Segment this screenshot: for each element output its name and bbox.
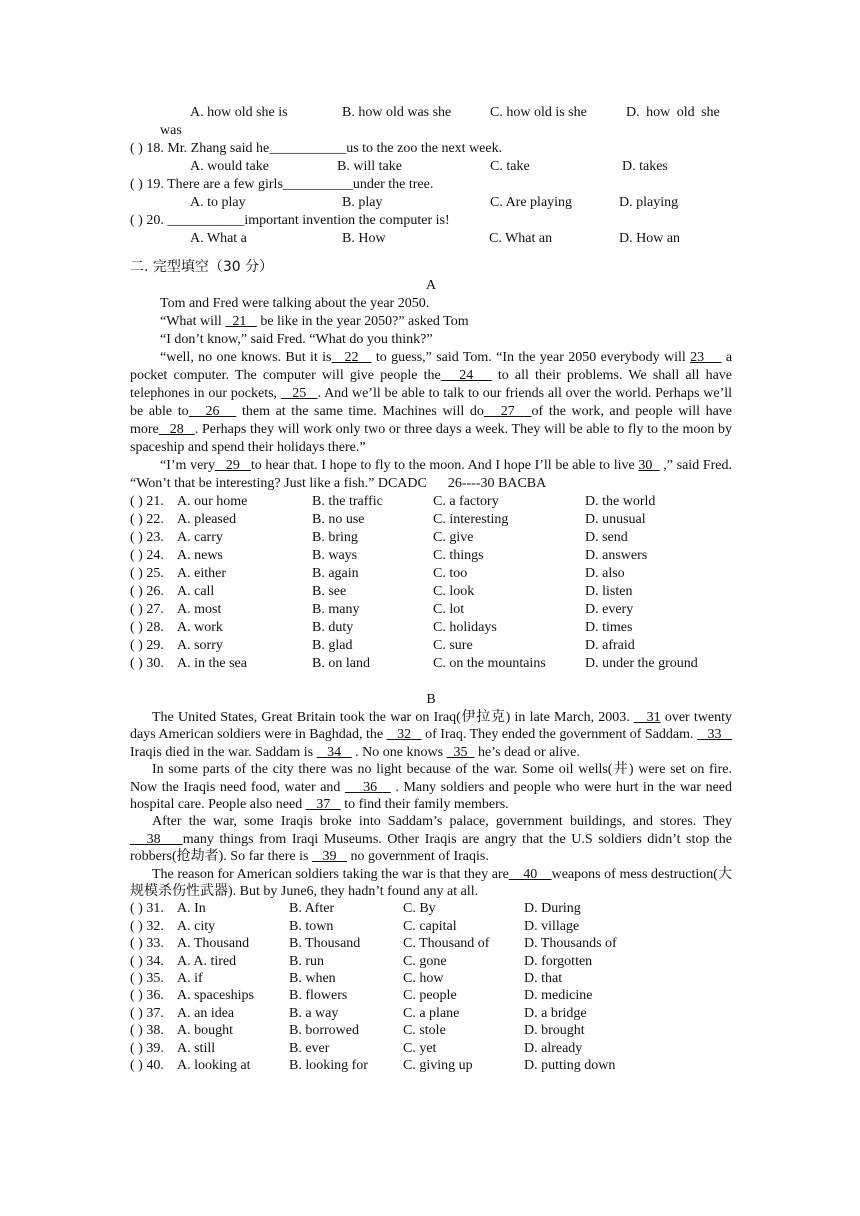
passage-a-heading: A	[425, 278, 437, 293]
question-number: ( ) 36.	[130, 988, 164, 1004]
option-d: D. already	[524, 1040, 583, 1056]
option-a: A. sorry	[177, 638, 223, 653]
option-b: B. looking for	[289, 1057, 368, 1073]
option-d: D. under the ground	[585, 656, 698, 671]
q19-options: A. to play B. play C. Are playing D. playing	[190, 195, 679, 210]
question-number: ( ) 31.	[130, 901, 164, 917]
option-c: C. too	[433, 566, 468, 581]
option-c: C. stole	[403, 1023, 446, 1039]
option-a: A. Thousand	[177, 936, 250, 952]
question-row	[130, 953, 732, 970]
question-number: ( ) 34.	[130, 953, 164, 969]
option-a: A. city	[177, 918, 216, 934]
option-b: B. the traffic	[312, 494, 383, 509]
option-a: A. work	[177, 620, 223, 635]
option-d: D. the world	[585, 494, 656, 509]
option-b: B. when	[289, 971, 336, 987]
option-b: B. ever	[289, 1040, 330, 1056]
option-a: A. call	[177, 584, 215, 599]
section-title: 二. 完型填空（30 分）	[130, 259, 274, 275]
question-number: ( ) 25.	[130, 566, 164, 581]
option-b: B. no use	[312, 512, 365, 527]
option-c: C. holidays	[433, 620, 497, 635]
option-d: D. afraid	[585, 638, 635, 653]
option-b: B. bring	[312, 530, 358, 545]
option-d: D. a bridge	[524, 1005, 587, 1021]
q20-stem: ( ) 20. ___________important invention the computer is!	[130, 213, 450, 228]
q19-stem: ( ) 19. There are a few girls__________under the tree.	[130, 177, 434, 192]
question-number: ( ) 35.	[130, 971, 164, 987]
passage-a-text: Tom and Fred were talking about the year 2050. “What will 21 be like in the year 2050?” asked Tom “I don’t know,” said Fred. “What do you think?” “well, no one knows. But it is 22 to guess,” said Tom. “In the year 2050 everybody will 23 a pocket computer. The computer will give people the 24 to all their problems. We shall all have telephones in our pockets, 25 . And we’ll be able to talk to our friends all over the world. Perhaps we’ll be able to 26 them at the same time. Machines will do 27 of the work, and people will have more 28 . Perhaps they will work only two or three days a week. They will be able to fly to the moon by spaceship and spend their holidays there.” “I’m very 29 to hear that. I hope to fly to the moon. And I hope I’ll be able to live 30 ,” said Fred. “Won’t that be interesting? Just like a fish.” DCADC 26----30 BACBA	[130, 296, 733, 491]
option-b: B. town	[289, 918, 334, 934]
option-b: B. duty	[312, 620, 354, 635]
option-d: D. answers	[585, 548, 648, 563]
passage-b-questions	[130, 900, 732, 1074]
q17-option-b: B. how old was she	[342, 105, 452, 120]
question-number: ( ) 32.	[130, 918, 164, 934]
question-row	[130, 1057, 732, 1074]
option-b: B. After	[289, 901, 335, 917]
question-row	[130, 1005, 732, 1022]
option-d: D. village	[524, 918, 580, 934]
question-number: ( ) 39.	[130, 1040, 164, 1056]
question-row	[130, 493, 732, 511]
option-b: B. borrowed	[289, 1023, 359, 1039]
question-number: ( ) 33.	[130, 936, 164, 952]
question-number: ( ) 37.	[130, 1005, 164, 1021]
option-d: D. Thousands of	[524, 936, 617, 952]
option-c: C. on the mountains	[433, 656, 546, 671]
question-number: ( ) 22.	[130, 512, 164, 527]
option-a: A. in the sea	[177, 656, 247, 671]
option-a: A. pleased	[177, 512, 237, 527]
question-number: ( ) 29.	[130, 638, 164, 653]
option-c: C. lot	[433, 602, 465, 617]
option-a: A. an idea	[177, 1005, 235, 1021]
option-c: C. giving up	[403, 1057, 473, 1073]
question-row	[130, 970, 732, 987]
option-d: D. unusual	[585, 512, 646, 527]
answer-key: DCADC 26----30 BACBA	[377, 476, 547, 491]
option-a: A. still	[177, 1040, 216, 1056]
option-c: C. people	[403, 988, 457, 1004]
question-row	[130, 935, 732, 952]
passage-b-heading: B	[426, 692, 436, 707]
option-d: D. During	[524, 901, 581, 917]
question-number: ( ) 26.	[130, 584, 164, 599]
question-row	[130, 655, 732, 673]
q18-options: A. would take B. will take C. take D. takes	[190, 159, 668, 174]
question-number: ( ) 38.	[130, 1023, 164, 1039]
option-d: D. that	[524, 971, 563, 987]
passage-b-text: The United States, Great Britain took the war on Iraq(伊拉克) in late March, 2003. 31 over twenty days American soldiers were in Baghdad, the 32 of Iraq. They ended the government of Saddam. 33 Iraqis died in the war. Saddam is 34 . No one knows 35 he’s dead or alive. In some parts of the city there was no light because of the war. Some oil wells(井) were set on fire. Now the Iraqis need food, water and 36 . Many soldiers and people who were hurt in the war need hospital care. People also need 37 to find their family members. After the war, some Iraqis broke into Saddam’s palace, government buildings, and stores. They 38 many things from Iraqi Museums. Other Iraqis are angry that the U.S soldiers didn’t stop the robbers(抢劫者). So far there is 39 no government of Iraqis. The reason for American soldiers taking the war is that they are 40 weapons of mess destruction(大规模杀伤性武器). But by June6, they hadn’t found any at all.	[130, 710, 733, 900]
question-row	[130, 601, 732, 619]
option-b: B. see	[312, 584, 347, 599]
question-row	[130, 511, 732, 529]
option-b: B. again	[312, 566, 359, 581]
option-d: D. also	[585, 566, 625, 581]
option-c: C. capital	[403, 918, 457, 934]
option-c: C. sure	[433, 638, 473, 653]
option-b: B. glad	[312, 638, 353, 653]
option-a: A. In	[177, 901, 206, 917]
q17-option-c: C. how old is she	[490, 105, 587, 120]
option-a: A. looking at	[177, 1057, 251, 1073]
question-row	[130, 619, 732, 637]
option-c: C. gone	[403, 953, 447, 969]
option-c: C. interesting	[433, 512, 509, 527]
option-d: D. medicine	[524, 988, 593, 1004]
question-number: ( ) 27.	[130, 602, 164, 617]
option-d: D. every	[585, 602, 634, 617]
option-c: C. things	[433, 548, 484, 563]
question-row	[130, 637, 732, 655]
option-c: C. a plane	[403, 1005, 460, 1021]
option-d: D. send	[585, 530, 628, 545]
option-d: D. times	[585, 620, 633, 635]
option-a: A. A. tired	[177, 953, 237, 969]
question-number: ( ) 40.	[130, 1057, 164, 1073]
option-a: A. our home	[177, 494, 248, 509]
q17-option-d: D. how old she	[626, 105, 720, 120]
question-row	[130, 918, 732, 935]
option-d: D. putting down	[524, 1057, 616, 1073]
option-d: D. forgotten	[524, 953, 593, 969]
option-a: A. news	[177, 548, 223, 563]
option-b: B. a way	[289, 1005, 339, 1021]
q17-options	[130, 104, 732, 140]
q18-stem: ( ) 18. Mr. Zhang said he___________us to the zoo the next week.	[130, 141, 503, 156]
question-number: ( ) 23.	[130, 530, 164, 545]
option-d: D. brought	[524, 1023, 585, 1039]
question-row	[130, 565, 732, 583]
option-a: A. most	[177, 602, 222, 617]
question-row	[130, 529, 732, 547]
option-a: A. spaceships	[177, 988, 254, 1004]
question-number: ( ) 24.	[130, 548, 164, 563]
option-c: C. a factory	[433, 494, 499, 509]
question-number: ( ) 28.	[130, 620, 164, 635]
option-d: D. listen	[585, 584, 633, 599]
q20-options: A. What a B. How C. What an D. How an	[190, 231, 681, 246]
option-c: C. how	[403, 971, 444, 987]
question-number: ( ) 30.	[130, 656, 164, 671]
question-row	[130, 987, 732, 1004]
exam-page	[130, 104, 732, 1074]
question-row	[130, 1022, 732, 1039]
q17-option-wrap: was	[160, 123, 182, 138]
option-c: C. Thousand of	[403, 936, 490, 952]
option-a: A. carry	[177, 530, 223, 545]
option-c: C. look	[433, 584, 475, 599]
q17-option-a: A. how old she is	[190, 105, 288, 120]
option-c: C. yet	[403, 1040, 437, 1056]
option-b: B. many	[312, 602, 360, 617]
option-a: A. if	[177, 971, 203, 987]
question-number: ( ) 21.	[130, 494, 164, 509]
question-row	[130, 900, 732, 917]
option-a: A. bought	[177, 1023, 233, 1039]
option-c: C. By	[403, 901, 436, 917]
passage-a-questions	[130, 493, 732, 673]
option-a: A. either	[177, 566, 226, 581]
question-row	[130, 547, 732, 565]
option-b: B. run	[289, 953, 324, 969]
option-b: B. Thousand	[289, 936, 361, 952]
question-row	[130, 1040, 732, 1057]
option-b: B. ways	[312, 548, 358, 563]
option-b: B. on land	[312, 656, 370, 671]
question-row	[130, 583, 732, 601]
option-c: C. give	[433, 530, 474, 545]
option-b: B. flowers	[289, 988, 348, 1004]
